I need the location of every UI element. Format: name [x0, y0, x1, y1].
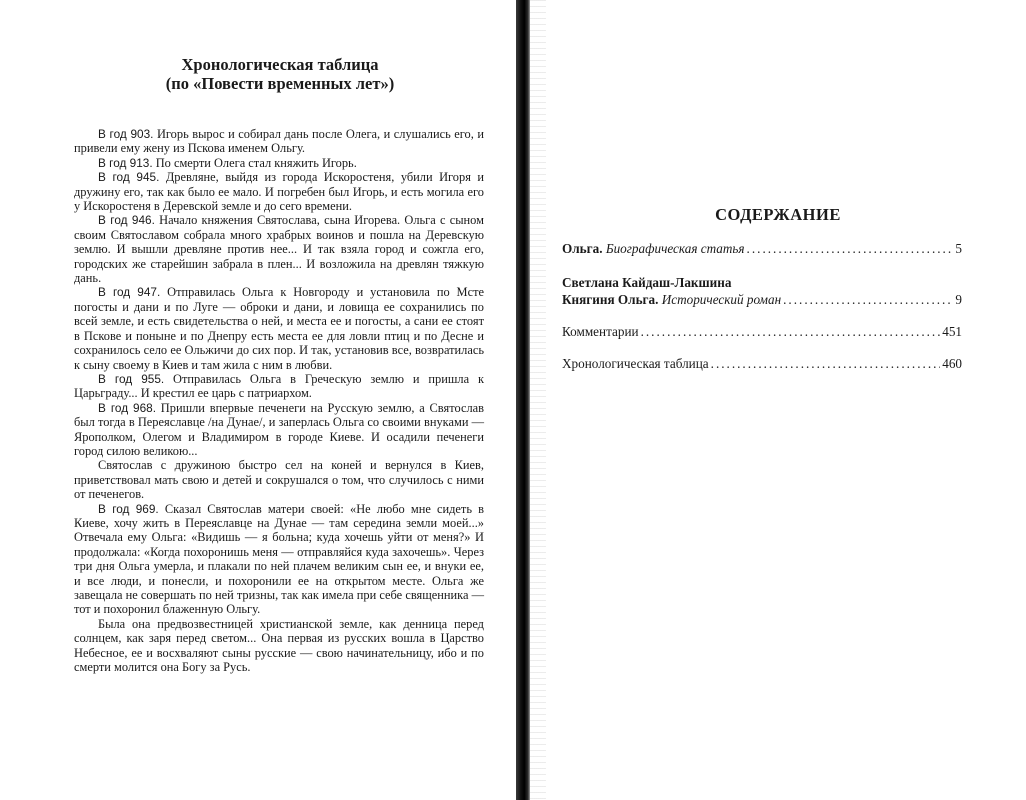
toc-entry-comments: Комментарии ..... 451 — [562, 323, 962, 340]
leader-dots — [641, 323, 941, 340]
chronology-title: Хронологическая таблица — [181, 55, 379, 74]
toc-author: Светлана Кайдаш-Лакшина — [562, 275, 732, 290]
right-page — [530, 0, 1026, 800]
chronology-entry: В год 903. Игорь вырос и собирал дань после Олега, и слушались его, и привели ему жену из Пскова именем Ольгу. — [74, 127, 484, 156]
contents-heading: СОДЕРЖАНИЕ — [715, 205, 841, 224]
chronology-text — [74, 127, 484, 674]
chronology-entry: В год 913. По смерти Олега стал княжить Игорь. — [98, 155, 357, 170]
page-number: 5 — [955, 241, 962, 256]
chronology-entry: В год 968. Пришли впервые печенеги на Русскую землю, а Святослав был тогда в Переяславце /на Дунае/, и заперлась Ольга со своими внуками — Ярополком, Олегом и Владимиром в городе Киеве. И осадили печенеги город силою великою... — [74, 400, 484, 458]
toc-entry-chronology: Хронологическая таблица ..... 460 — [562, 355, 962, 372]
toc-entry-novel: Княгиня Ольга. Исторический роман ..... 9 — [562, 291, 962, 308]
page-number: 451 — [942, 324, 962, 339]
page-number: 460 — [942, 356, 962, 371]
page-number: 9 — [955, 292, 962, 307]
chronology-entry: В год 969. Сказал Святослав матери своей: «Не любо мне сидеть в Киеве, хочу жить в Переяславце на Дунае — там середина земли моей...» Отвечала ему Ольга: «Видишь — я больна; куда хочешь уйти от меня?» И продолжала: «Когда похоронишь меня — отправляйся куда захочешь». Через три дня Ольга умерла, и плакали по ней плачем великим сын ее, и внуки ее, и все люди, и понесли, и похоронили ее на открытом месте. Ольга же завещала не совершать по ней тризны, так как имела при себе священника — тот и похоронил блаженную Ольгу. — [74, 501, 484, 617]
chronology-entry: В год 947. Отправилась Ольга к Новгороду и установила по Мсте погосты и дани и по Луге — оброки и дани, и ловища ее сохранились по всей земле, и есть свидетельства о ней, и места ее и погосты, а сани ее стоят в Пскове и поныне и по Днепру есть места ее для ловли птиц и по Десне и сохранилось село ее Ольжичи до сих пор. И так, установив все, возвратилась к сыну своему в Киев и там жила с ним в любви. — [74, 285, 484, 372]
chronology-entry: Была она предвозвестницей христианской земле, как денница перед солнцем, как заря перед светом... Она первая из русских вошла в Царство Небесное, ее и восхваляют сыны русские — свою начинательницу, ибо и по смерти молится она Богу за Русь. — [74, 616, 484, 675]
chronology-entry: В год 946. Начало княжения Святослава, сына Игорева. Ольга с сыном своим Святославом собрала много храбрых воинов и пошла на Деревскую землю. И вышли древляне против нее... И так взяла город и сожгла его, городских же старейшин забрала в плен... И возложила на древлян тяжкую дань. — [74, 213, 484, 286]
chronology-subtitle: (по «Повести временных лет») — [165, 74, 395, 93]
book-spine-gutter — [516, 0, 530, 800]
chronology-entry: Святослав с дружиною быстро сел на коней и вернулся в Киев, приветствовал мать свою и детей и сокрушался о том, что случилось с ними от печенегов. — [74, 458, 484, 502]
leader-dots — [711, 355, 941, 372]
chronology-entry: В год 955. Отправилась Ольга в Греческую землю и пришла к Царьграду... И крестил ее царь с патриархом. — [74, 371, 484, 401]
leader-dots — [783, 291, 953, 308]
toc-entry-olga-biography: Ольга. Биографическая статья ..... 5 — [562, 240, 962, 257]
chronology-entry: В год 945. Древляне, выйдя из города Искоростеня, убили Игоря и дружину его, так как было ее мало. И погребен был Игорь, и есть могила его у Искоростеня в Деревской земле и до сего времени. — [74, 170, 484, 214]
leader-dots — [747, 240, 954, 257]
